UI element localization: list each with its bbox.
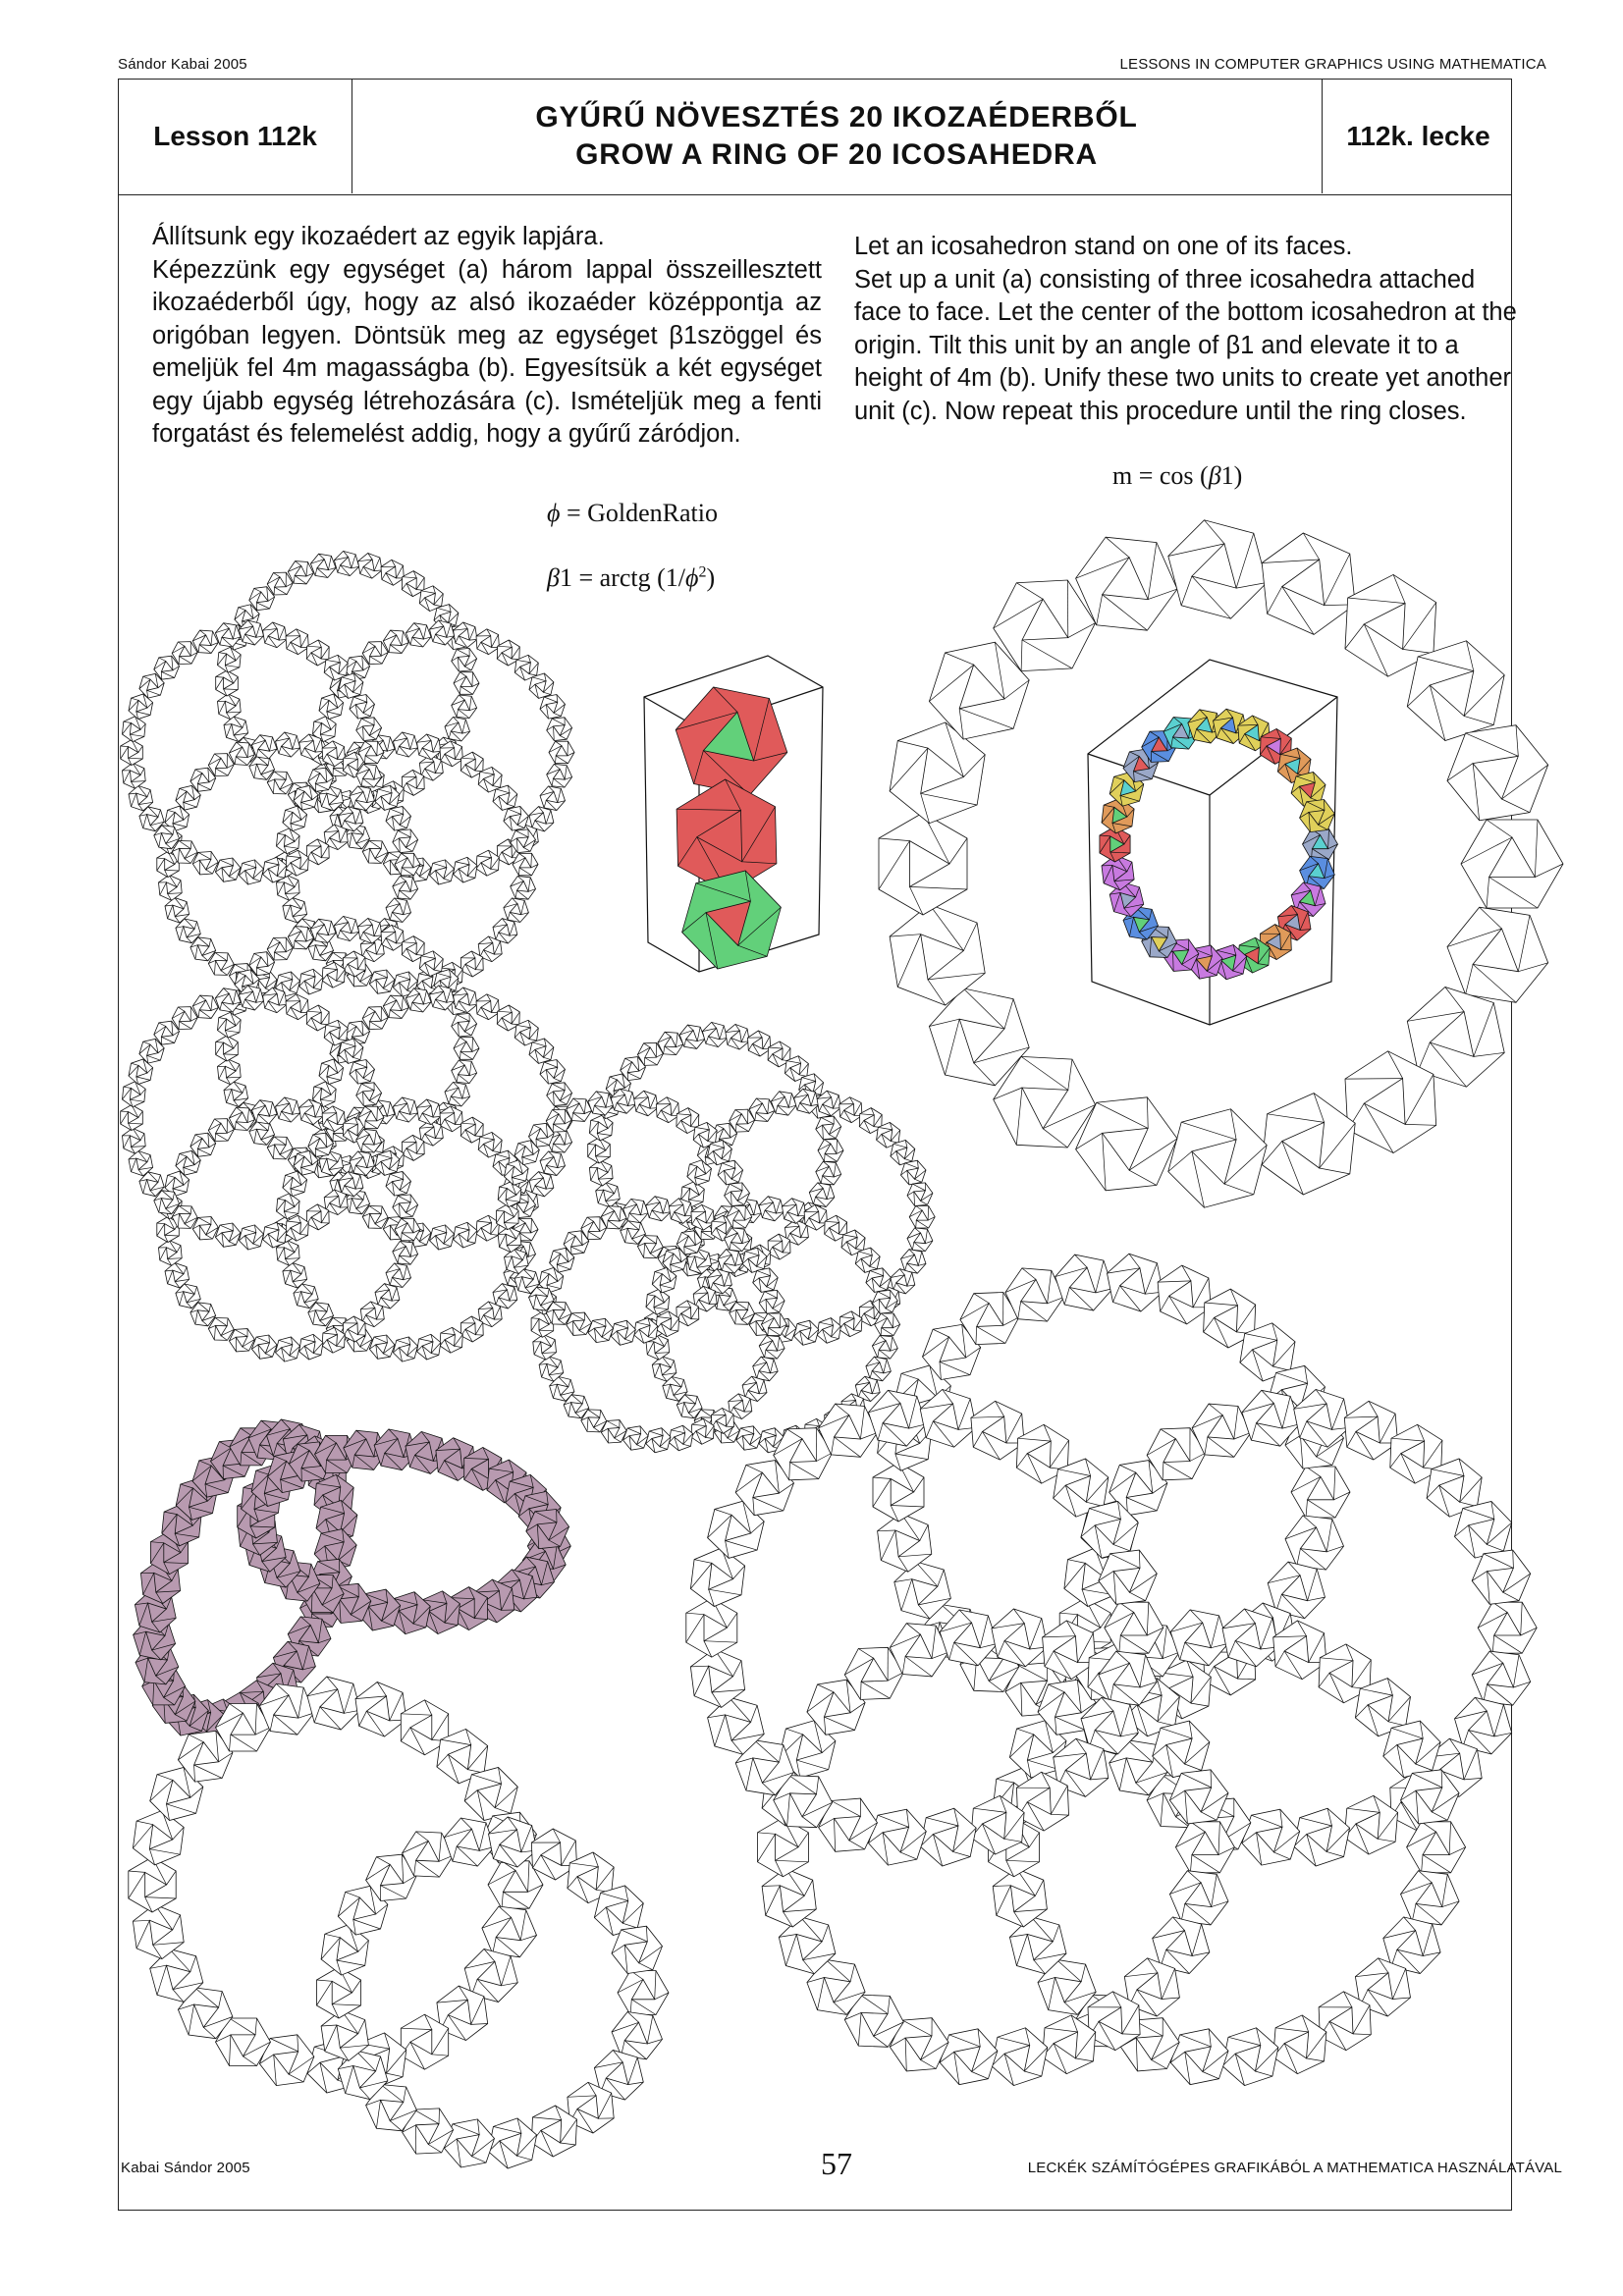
formula-beta-close: ) bbox=[706, 563, 716, 592]
formula-phi-value: = GoldenRatio bbox=[560, 499, 719, 527]
en-body-text: Set up a unit (a) consisting of three icosahedra attached face to face. Let the center of the bottom icosahedron at the origin. Tilt this unit by an angle of β1 and elevate it to a height of 4m (b). Unify these two units to create yet another unit (c). Now repeat this procedure until the ring closes. bbox=[854, 265, 1517, 425]
page-number: 57 bbox=[821, 2146, 852, 2181]
formula-beta-phi: ϕ bbox=[684, 563, 699, 592]
linked-colored-ring-2 bbox=[238, 1429, 571, 1634]
flower-figure-2 bbox=[121, 916, 574, 1362]
en-intro-line: Let an icosahedron stand on one of its faces. bbox=[854, 233, 1353, 260]
formula-m-left: m = cos ( bbox=[1112, 461, 1209, 490]
large-flower-figure bbox=[686, 1254, 1537, 2085]
large-ring-top-right bbox=[879, 520, 1563, 1207]
footer-series-title: LECKÉK SZÁMÍTÓGÉPES GRAFIKÁBÓL A MATHEMATICA HASZNÁLATÁVAL bbox=[1027, 2160, 1562, 2176]
formula-m-beta: β bbox=[1208, 461, 1221, 490]
title-hungarian: GYŰRŰ NÖVESZTÉS 20 IKOZAÉDERBŐL bbox=[535, 101, 1138, 133]
title-english: GROW A RING OF 20 ICOSAHEDRA bbox=[575, 138, 1098, 171]
formula-beta-mid: 1 = arctg (1/ bbox=[559, 563, 685, 592]
lesson-number-hu: 112k. lecke bbox=[1322, 80, 1514, 193]
formula-beta-exponent: 2 bbox=[698, 563, 707, 581]
inner-ring-icosahedra bbox=[1100, 709, 1338, 980]
hu-body-text: Képezzünk egy egységet (a) három lappal összeillesztett ikozaéderből úgy, hogy az alsó ikozaéder középpontja az origóban legyen. Döntsük meg az egységet β1szöggel és emeljük fel 4m magasságba (b). Egyesítsük a két egységet egy újabb egység létrehozására (c). Ismételjük meg a fenti forgatást és felemelést addig, hogy a gyűrű záródjon. bbox=[152, 255, 822, 448]
lesson-number-en: Lesson 112k bbox=[119, 80, 352, 193]
formula-beta-symbol: β bbox=[547, 563, 560, 592]
formula-phi-symbol: ϕ bbox=[547, 499, 561, 527]
footer-author: Kabai Sándor 2005 bbox=[121, 2160, 250, 2176]
formula-m-right: 1) bbox=[1220, 461, 1243, 490]
three-icosahedra-unit bbox=[644, 656, 823, 972]
top-series-title: LESSONS IN COMPUTER GRAPHICS USING MATHEMATICA bbox=[1119, 56, 1546, 73]
top-author: Sándor Kabai 2005 bbox=[118, 56, 247, 73]
hu-intro-line: Állítsunk egy ikozaédert az egyik lapjára. bbox=[152, 223, 605, 250]
